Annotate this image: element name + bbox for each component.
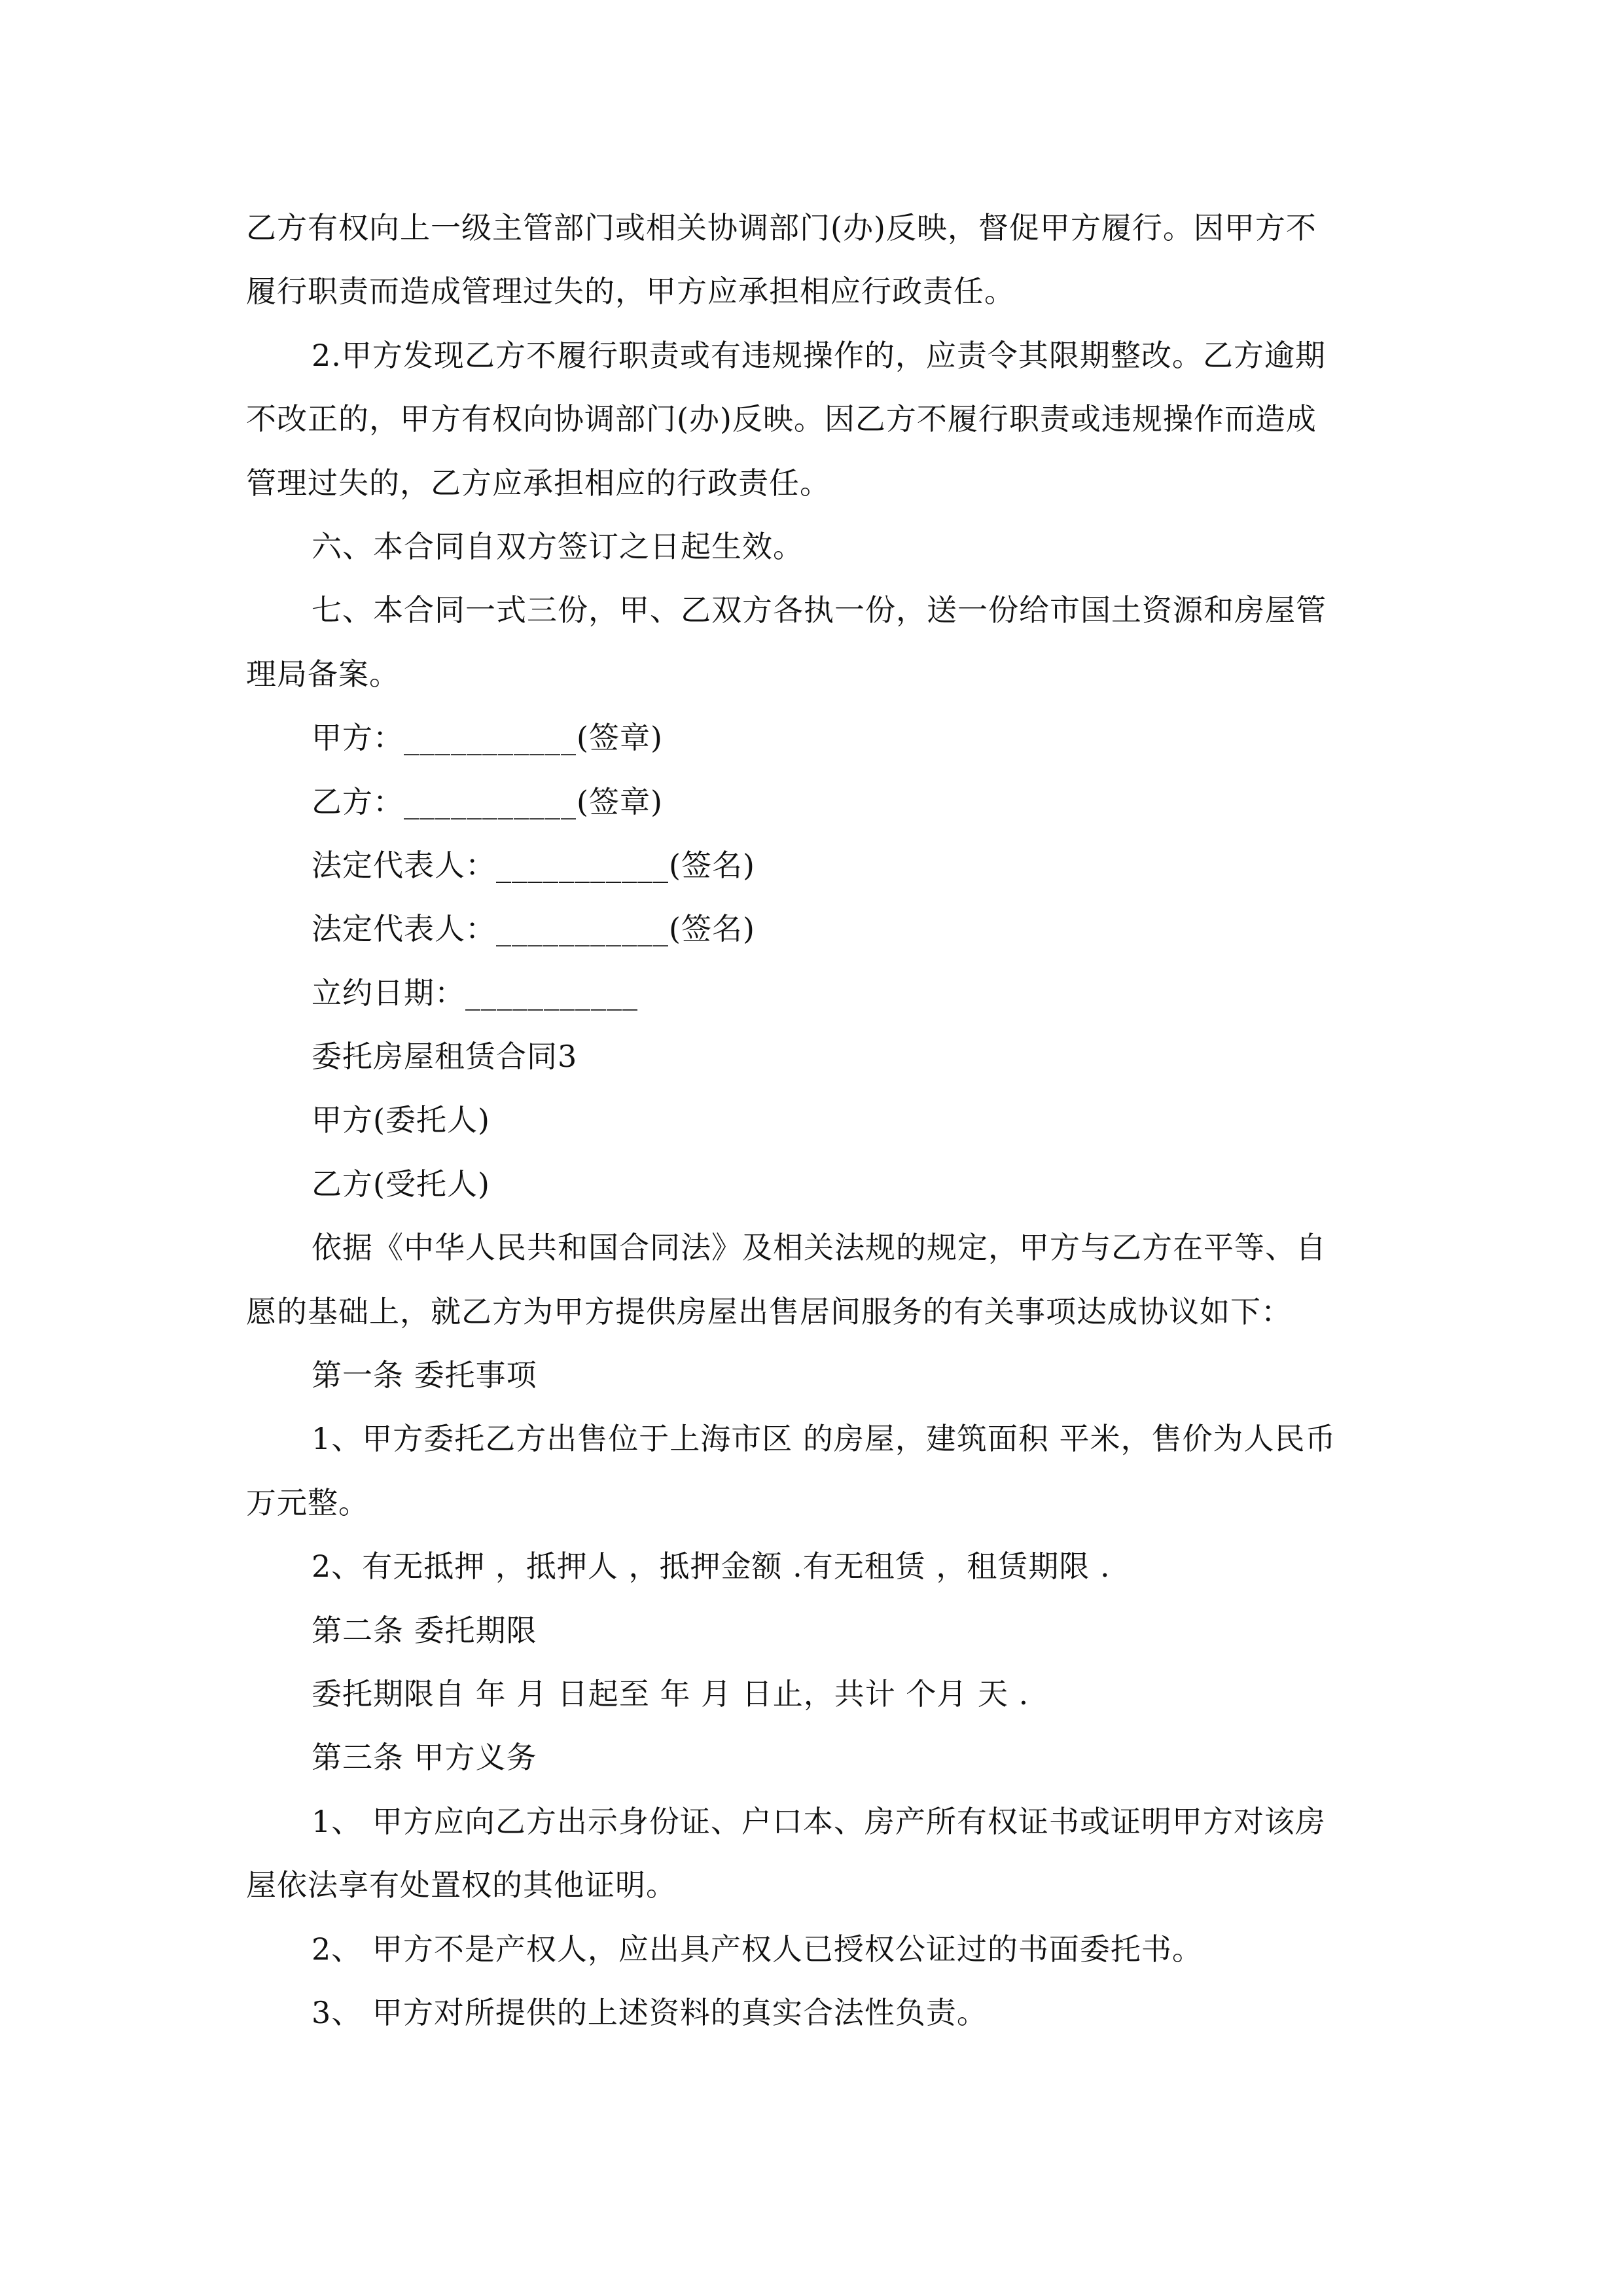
document-body [246, 196, 1378, 2045]
text-line: 乙方：___________(签章) [312, 783, 663, 819]
text-line: 甲方：___________(签章) [312, 720, 663, 756]
text-line: 不改正的，甲方有权向协调部门(办)反映。因乙方不履行职责或违规操作而造成 [246, 401, 1317, 437]
text-line: 法定代表人：___________(签名) [312, 911, 755, 947]
text-line: 甲方(委托人) [312, 1102, 490, 1138]
text-line: 六、本合同自双方签订之日起生效。 [312, 528, 804, 564]
text-line: 委托房屋租赁合同3 [312, 1039, 578, 1075]
text-line: 委托期限自 年 月 日起至 年 月 日止，共计 个月 天 . [312, 1676, 1029, 1712]
text-line: 2、有无抵押 ，抵押人 ，抵押金额 .有无租赁 ，租赁期限 . [312, 1549, 1111, 1585]
text-line: 2.甲方发现乙方不履行职责或有违规操作的，应责令其限期整改。乙方逾期 [312, 337, 1326, 373]
text-line: 管理过失的，乙方应承担相应的行政责任。 [246, 465, 830, 501]
text-line: 3、 甲方对所提供的上述资料的真实合法性负责。 [312, 1994, 988, 2030]
text-line: 第一条 委托事项 [312, 1357, 537, 1393]
text-line: 愿的基础上，就乙方为甲方提供房屋出售居间服务的有关事项达成协议如下： [246, 1293, 1292, 1329]
text-line: 乙方有权向上一级主管部门或相关协调部门(办)反映，督促甲方履行。因甲方不 [246, 210, 1317, 245]
text-line: 第二条 委托期限 [312, 1612, 537, 1648]
text-line: 依据《中华人民共和国合同法》及相关法规的规定，甲方与乙方在平等、自 [312, 1230, 1327, 1266]
text-line: 1、 甲方应向乙方出示身份证、户口本、房产所有权证书或证明甲方对该房 [312, 1803, 1326, 1839]
text-line: 第三条 甲方义务 [312, 1740, 537, 1776]
text-line: 法定代表人：___________(签名) [312, 847, 755, 883]
text-line: 万元整。 [246, 1484, 369, 1520]
text-line: 履行职责而造成管理过失的，甲方应承担相应行政责任。 [246, 274, 1015, 310]
text-line: 立约日期：___________ [312, 975, 638, 1011]
text-line: 乙方(受托人) [312, 1166, 490, 1202]
text-line: 屋依法享有处置权的其他证明。 [246, 1867, 677, 1903]
text-line: 1、甲方委托乙方出售位于上海市区 的房屋，建筑面积 平米，售价为人民币 [312, 1421, 1336, 1457]
text-line: 2、 甲方不是产权人，应出具产权人已授权公证过的书面委托书。 [312, 1931, 1203, 1967]
text-line: 七、本合同一式三份，甲、乙双方各执一份，送一份给市国土资源和房屋管 [312, 592, 1327, 628]
text-line: 理局备案。 [246, 656, 400, 692]
